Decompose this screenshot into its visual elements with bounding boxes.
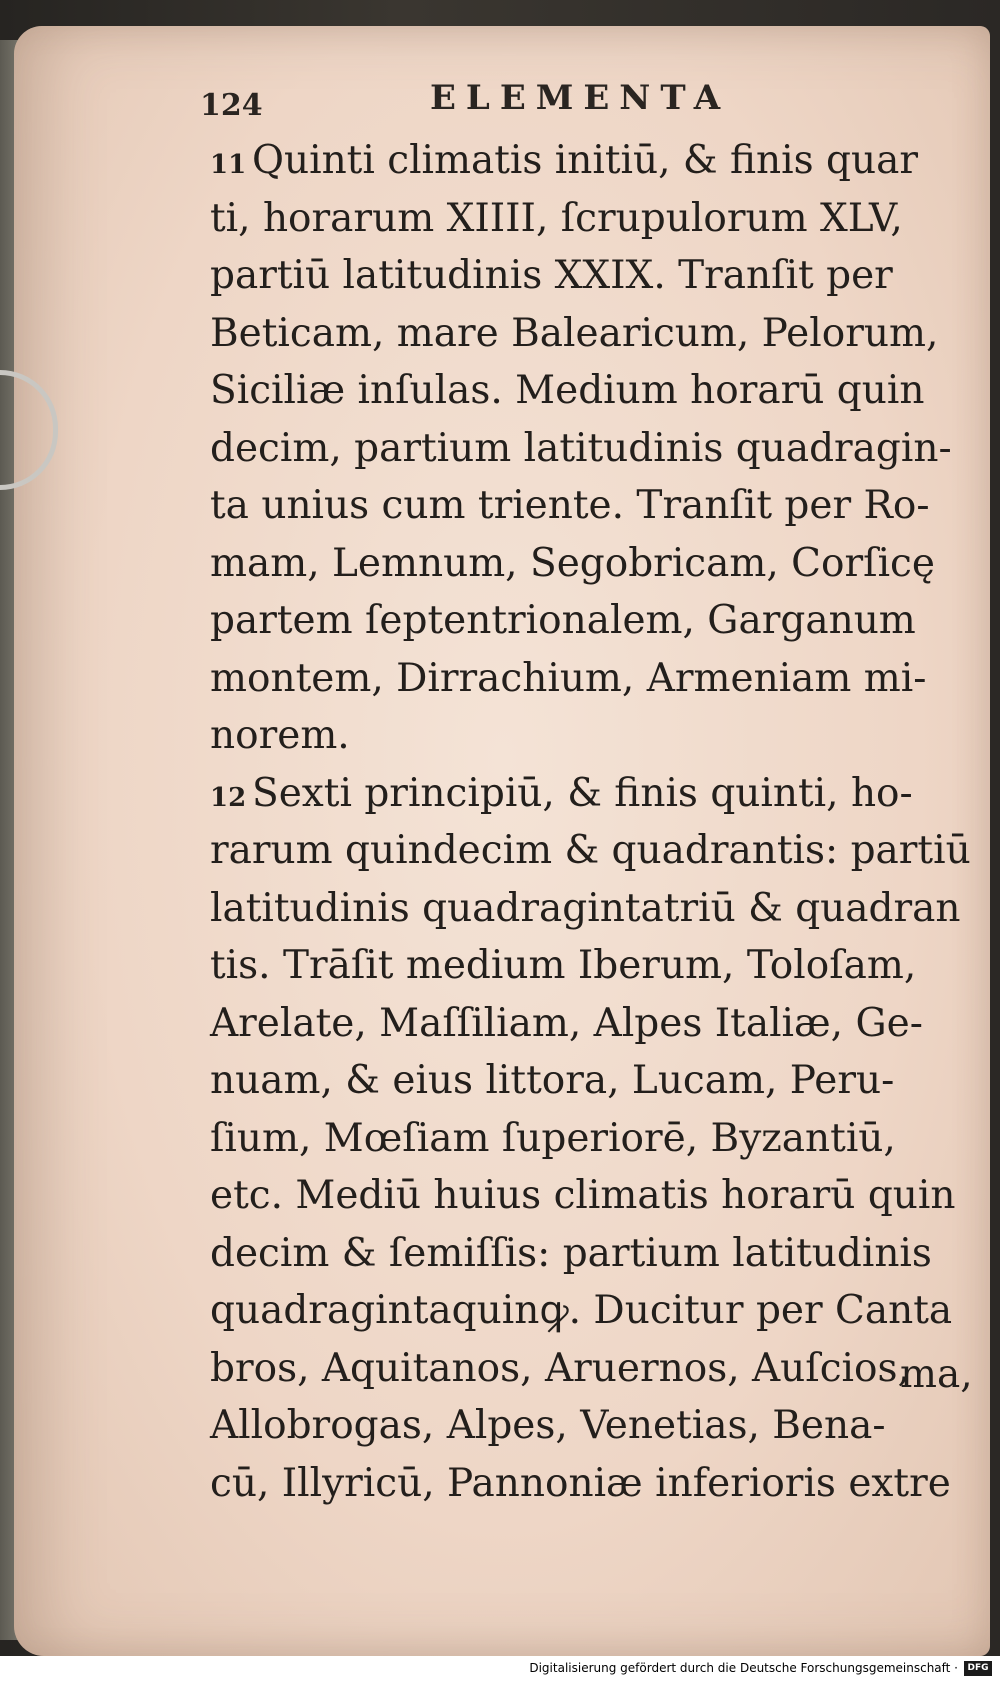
text-line: montem, Dirrachium, Armeniam mi-: [210, 655, 927, 701]
text-line: decim, partium latitudinis quadragin-: [210, 425, 952, 471]
text-line: partiū latitudinis XXIX. Tranſit per: [210, 253, 893, 298]
text-line: nuam, & eius littora, Lucam, Peru-: [210, 1058, 895, 1103]
text-line: Siciliæ inſulas. Medium horarū quin: [210, 368, 925, 413]
text-line: quadragintaquinꝙ. Ducitur per Canta: [210, 1288, 953, 1333]
text-line: norem.: [210, 713, 350, 758]
catchword-area: [900, 1352, 973, 1397]
page-header: [200, 70, 900, 123]
text-line: cū, Illyricū, Pannoniæ inferioris extre: [210, 1460, 951, 1506]
footer-bar: [0, 1656, 1000, 1682]
text-line: partem ſeptentrionalem, Garganum: [210, 598, 916, 643]
text-line: ſium, Mœſiam ſuperiorē, Byzantiū,: [210, 1115, 896, 1161]
text-line: tis. Trāſit medium Iberum, Toloſam,: [210, 943, 917, 988]
catchword: ma,: [900, 1352, 973, 1397]
text-line: etc. Mediū huius climatis horarū quin: [210, 1173, 956, 1218]
text-line: mam, Lemnum, Segobricam, Corſicę: [210, 540, 935, 586]
body-text: [210, 132, 971, 1512]
text-line: bros, Aquitanos, Aruernos, Auſcios,: [210, 1345, 910, 1391]
text-line: rarum quindecim & quadrantis: partiū: [210, 828, 971, 873]
text-line: 11 Quinti climatis initiū, & finis quar: [210, 132, 950, 190]
dfg-logo-icon: DFG: [964, 1661, 992, 1676]
paragraph-number: 12: [210, 782, 247, 813]
running-head: ELEMENTA: [430, 78, 731, 118]
page-number: 124: [200, 88, 263, 123]
text-line: Arelate, Maſſiliam, Alpes Italiæ, Ge-: [210, 1000, 923, 1046]
text-line: Beticam, mare Balearicum, Pelorum,: [210, 310, 939, 356]
text-line: ti, horarum XIIII, ſcrupulorum XLV,: [210, 195, 903, 241]
text-line: Allobrogas, Alpes, Venetias, Bena-: [210, 1403, 886, 1448]
text-line: latitudinis quadragintatriū & quadran: [210, 885, 961, 931]
text-line: decim & ſemiſſis: partium latitudinis: [210, 1230, 932, 1276]
text-line: 12 Sexti principiū, & finis quinti, ho-: [210, 765, 950, 823]
text-line: ta unius cum triente. Tranſit per Ro-: [210, 483, 930, 528]
paragraph-number: 11: [210, 150, 247, 180]
funding-credit: Digitalisierung gefördert durch die Deutsche Forschungsgemeinschaft ·: [529, 1661, 958, 1675]
